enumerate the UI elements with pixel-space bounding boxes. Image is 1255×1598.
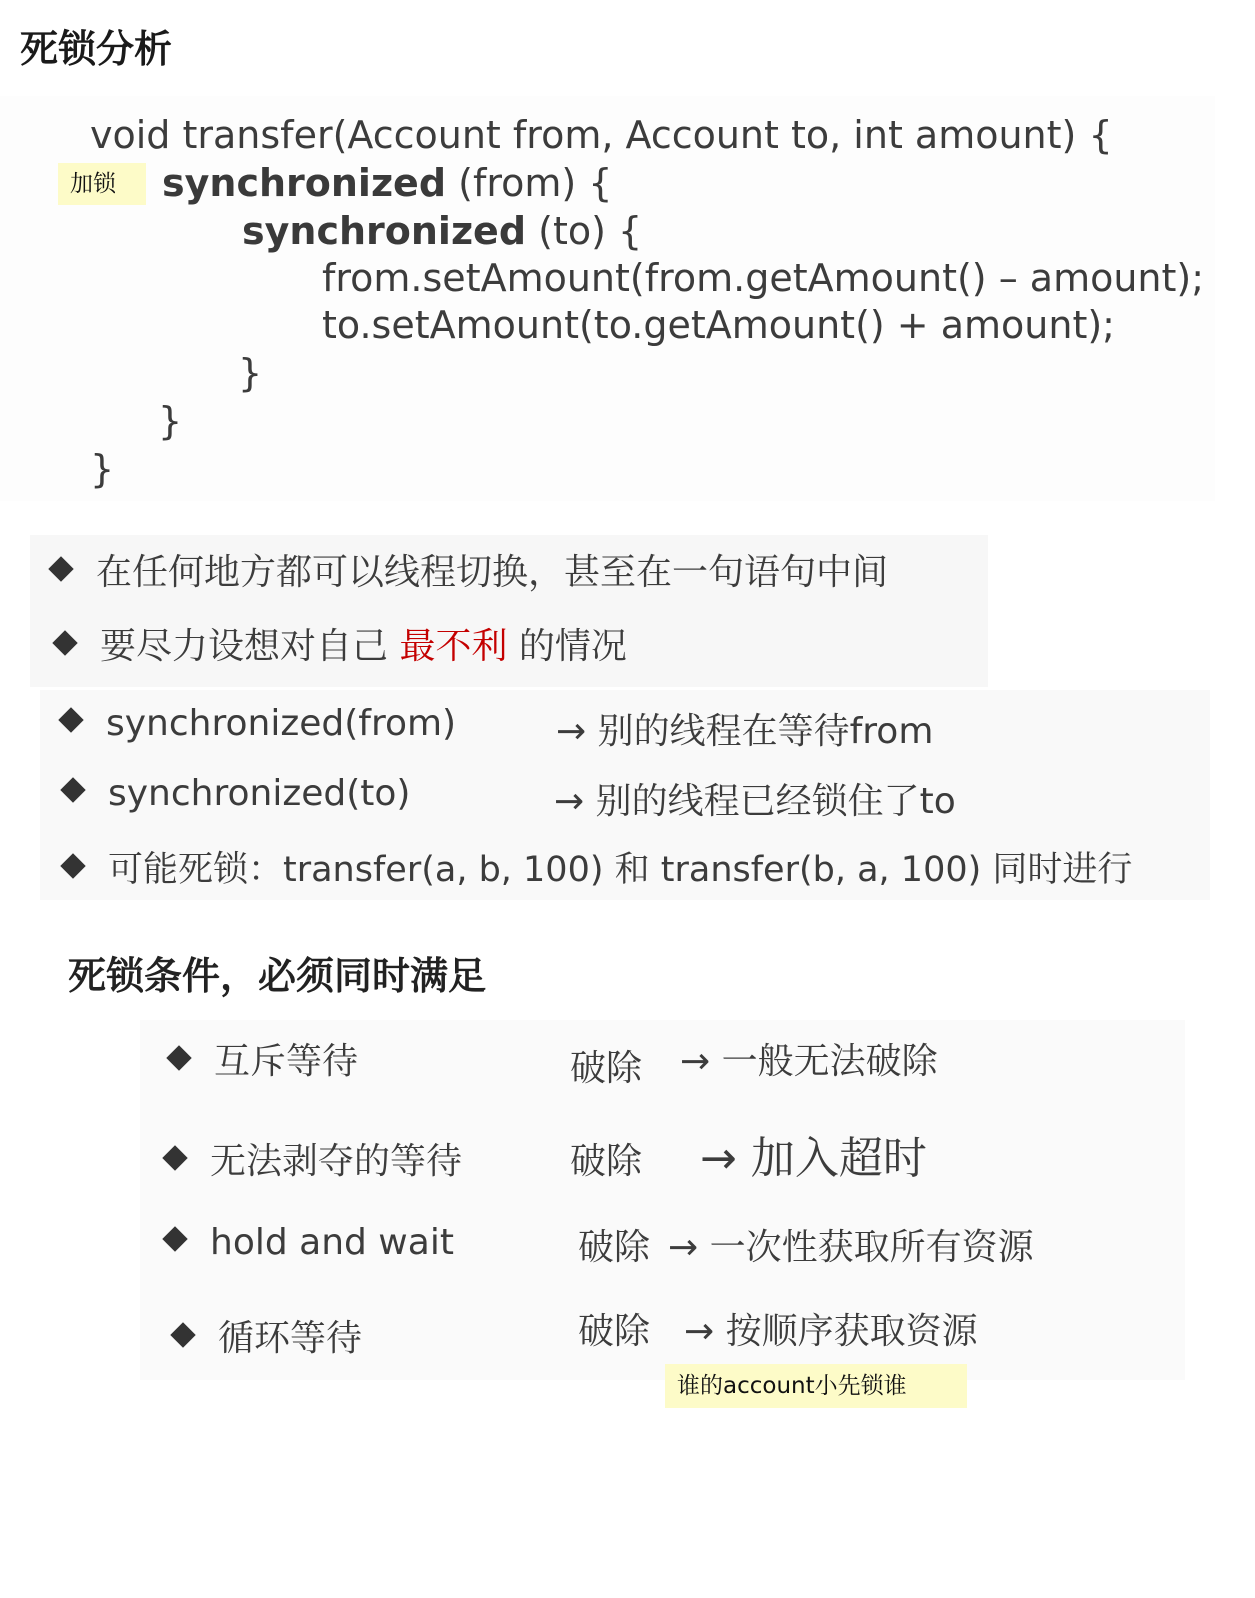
diamond-bullet-icon xyxy=(170,1322,195,1347)
diamond-bullet-icon xyxy=(60,853,85,878)
code-line-close-inner: } xyxy=(238,351,263,395)
bullet-text: 在任何地方都可以线程切换，甚至在一句语句中间 xyxy=(96,552,889,593)
condition-fix: → 一般无法破除 xyxy=(680,1041,938,1082)
diamond-bullet-icon xyxy=(48,556,73,581)
page-title: 死锁分析 xyxy=(20,27,173,71)
bullet-text: synchronized(from) xyxy=(106,703,457,744)
code-line-set-from: from.setAmount(from.getAmount() – amount); xyxy=(322,256,1205,300)
code-text: (from) { xyxy=(446,161,613,205)
bullet-worst-case xyxy=(56,618,627,669)
condition-breaker-label: 破除 xyxy=(578,1311,651,1352)
order-note: 谁的account小先锁谁 xyxy=(665,1364,967,1408)
lock-note: 加锁 xyxy=(58,163,146,205)
condition-breaker-label: 破除 xyxy=(578,1227,651,1268)
diamond-bullet-icon xyxy=(166,1045,191,1070)
bullet-sync-to xyxy=(64,773,410,814)
code-line-sync-to xyxy=(242,207,642,255)
condition-breaker-label: 破除 xyxy=(570,1048,643,1089)
code-line-signature: void transfer(Account from, Account to, int amount) { xyxy=(90,113,1113,157)
condition-fix: → 按顺序获取资源 xyxy=(684,1311,978,1352)
bullet-text: 的情况 xyxy=(507,626,627,667)
condition-text: 互斥等待 xyxy=(214,1041,359,1082)
condition-no-preemption xyxy=(166,1133,462,1184)
condition-circular-wait xyxy=(174,1310,362,1361)
code-line-close-outer: } xyxy=(90,447,115,491)
code-line-sync-from xyxy=(162,159,612,207)
condition-hold-and-wait xyxy=(166,1222,454,1263)
diamond-bullet-icon xyxy=(162,1226,187,1251)
code-line-close-middle: } xyxy=(158,399,183,443)
bullet-possible-deadlock xyxy=(64,842,1132,892)
condition-mutual-exclusion xyxy=(170,1033,358,1084)
condition-text: 循环等待 xyxy=(218,1318,363,1359)
condition-fix: → 加入超时 xyxy=(700,1133,927,1184)
bullet-sync-from-effect: → 别的线程在等待from xyxy=(556,711,934,752)
diamond-bullet-icon xyxy=(58,707,83,732)
conditions-heading: 死锁条件，必须同时满足 xyxy=(68,954,487,998)
bullet-text: 要尽力设想对自己 xyxy=(100,626,400,667)
bullet-thread-switch xyxy=(52,544,888,595)
bullet-sync-to-effect: → 别的线程已经锁住了to xyxy=(554,781,956,822)
diamond-bullet-icon xyxy=(60,777,85,802)
code-line-set-to: to.setAmount(to.getAmount() + amount); xyxy=(322,303,1115,347)
code-keyword: synchronized xyxy=(162,161,447,205)
condition-breaker-label: 破除 xyxy=(570,1141,643,1182)
condition-text: 无法剥夺的等待 xyxy=(210,1141,463,1182)
condition-text: hold and wait xyxy=(210,1222,454,1263)
bullet-text: 可能死锁：transfer(a, b, 100) 和 transfer(b, a, 100) 同时进行 xyxy=(108,850,1133,890)
diamond-bullet-icon xyxy=(52,630,77,655)
code-text: (to) { xyxy=(526,209,643,253)
diamond-bullet-icon xyxy=(162,1145,187,1170)
bullet-sync-from xyxy=(62,703,456,744)
condition-fix: → 一次性获取所有资源 xyxy=(668,1227,1034,1268)
code-keyword: synchronized xyxy=(242,209,527,253)
bullet-text: synchronized(to) xyxy=(108,773,411,814)
bullet-highlight: 最不利 xyxy=(399,626,508,667)
